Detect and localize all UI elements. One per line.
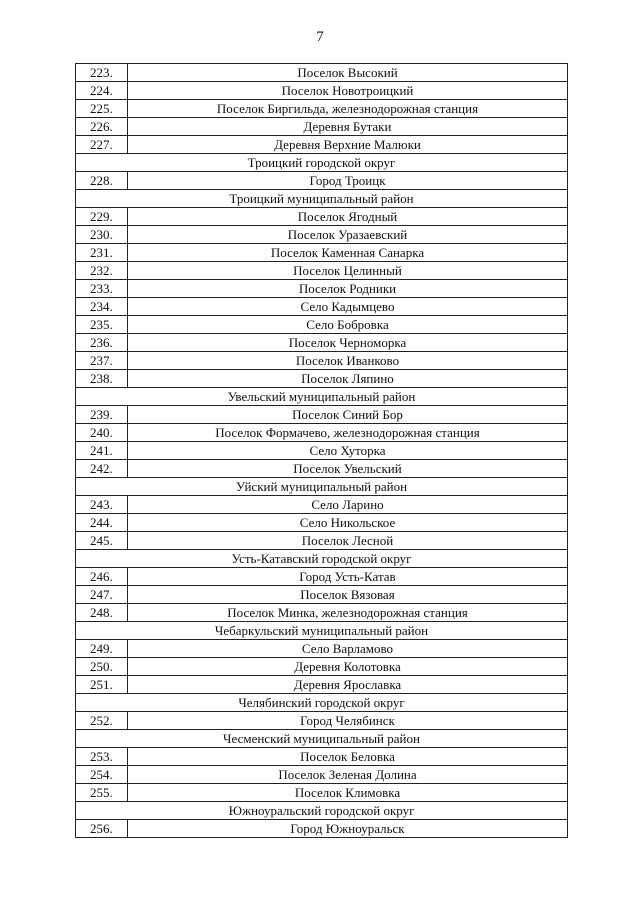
settlement-name: Поселок Каменная Санарка — [128, 244, 568, 262]
settlements-table-body — [76, 64, 568, 838]
table-row — [76, 604, 568, 622]
group-header-row — [76, 388, 568, 406]
settlement-name: Поселок Иванково — [128, 352, 568, 370]
table-row — [76, 172, 568, 190]
table-row — [76, 118, 568, 136]
table-row — [76, 586, 568, 604]
row-number: 252. — [76, 712, 128, 730]
row-number: 245. — [76, 532, 128, 550]
settlement-name: Поселок Уразаевский — [128, 226, 568, 244]
table-row — [76, 352, 568, 370]
settlement-name: Поселок Вязовая — [128, 586, 568, 604]
settlement-name: Деревня Верхние Малюки — [128, 136, 568, 154]
settlement-name: Поселок Формачево, железнодорожная станция — [128, 424, 568, 442]
table-row — [76, 532, 568, 550]
table-row — [76, 514, 568, 532]
settlement-name: Город Троицк — [128, 172, 568, 190]
table-row — [76, 64, 568, 82]
settlements-table — [75, 63, 568, 838]
row-number: 234. — [76, 298, 128, 316]
settlement-name: Село Варламово — [128, 640, 568, 658]
settlement-name: Поселок Новотроицкий — [128, 82, 568, 100]
table-row — [76, 334, 568, 352]
page-number: 7 — [316, 29, 324, 45]
row-number: 246. — [76, 568, 128, 586]
settlement-name: Поселок Зеленая Долина — [128, 766, 568, 784]
settlement-name: Деревня Бутаки — [128, 118, 568, 136]
settlement-name: Поселок Лесной — [128, 532, 568, 550]
table-row — [76, 658, 568, 676]
settlement-name: Поселок Биргильда, железнодорожная станция — [128, 100, 568, 118]
table-row — [76, 820, 568, 838]
settlement-name: Село Никольское — [128, 514, 568, 532]
table-row — [76, 100, 568, 118]
row-number: 248. — [76, 604, 128, 622]
table-row — [76, 208, 568, 226]
settlement-name: Поселок Высокий — [128, 64, 568, 82]
row-number: 243. — [76, 496, 128, 514]
group-header-row — [76, 190, 568, 208]
row-number: 236. — [76, 334, 128, 352]
group-header-row — [76, 694, 568, 712]
settlement-name: Поселок Ягодный — [128, 208, 568, 226]
group-header-row — [76, 550, 568, 568]
row-number: 235. — [76, 316, 128, 334]
row-number: 230. — [76, 226, 128, 244]
row-number: 228. — [76, 172, 128, 190]
group-header-row — [76, 478, 568, 496]
row-number: 237. — [76, 352, 128, 370]
row-number: 238. — [76, 370, 128, 388]
group-title: Увельский муниципальный район — [76, 388, 568, 406]
group-title: Южноуральский городской округ — [76, 802, 568, 820]
settlement-name: Город Южноуральск — [128, 820, 568, 838]
row-number: 244. — [76, 514, 128, 532]
row-number: 233. — [76, 280, 128, 298]
row-number: 254. — [76, 766, 128, 784]
table-row — [76, 442, 568, 460]
table-row — [76, 784, 568, 802]
row-number: 250. — [76, 658, 128, 676]
row-number: 223. — [76, 64, 128, 82]
table-row — [76, 640, 568, 658]
group-title: Уйский муниципальный район — [76, 478, 568, 496]
group-title: Троицкий муниципальный район — [76, 190, 568, 208]
settlement-name: Деревня Ярославка — [128, 676, 568, 694]
settlement-name: Село Хуторка — [128, 442, 568, 460]
settlement-name: Деревня Колотовка — [128, 658, 568, 676]
row-number: 227. — [76, 136, 128, 154]
table-row — [76, 226, 568, 244]
group-title: Усть-Катавский городской округ — [76, 550, 568, 568]
group-header-row — [76, 730, 568, 748]
settlement-name: Село Кадымцево — [128, 298, 568, 316]
group-header-row — [76, 154, 568, 172]
row-number: 242. — [76, 460, 128, 478]
settlement-name: Поселок Климовка — [128, 784, 568, 802]
table-row — [76, 280, 568, 298]
table-row — [76, 424, 568, 442]
row-number: 229. — [76, 208, 128, 226]
row-number: 231. — [76, 244, 128, 262]
row-number: 224. — [76, 82, 128, 100]
row-number: 226. — [76, 118, 128, 136]
settlement-name: Город Челябинск — [128, 712, 568, 730]
table-row — [76, 244, 568, 262]
group-title: Челябинский городской округ — [76, 694, 568, 712]
table-row — [76, 82, 568, 100]
settlement-name: Поселок Целинный — [128, 262, 568, 280]
table-row — [76, 316, 568, 334]
settlement-name: Поселок Ляпино — [128, 370, 568, 388]
row-number: 253. — [76, 748, 128, 766]
row-number: 239. — [76, 406, 128, 424]
settlement-name: Поселок Беловка — [128, 748, 568, 766]
row-number: 247. — [76, 586, 128, 604]
group-header-row — [76, 622, 568, 640]
table-row — [76, 136, 568, 154]
table-row — [76, 568, 568, 586]
row-number: 249. — [76, 640, 128, 658]
row-number: 255. — [76, 784, 128, 802]
table-row — [76, 748, 568, 766]
settlement-name: Город Усть-Катав — [128, 568, 568, 586]
table-row — [76, 370, 568, 388]
table-row — [76, 298, 568, 316]
table-row — [76, 712, 568, 730]
settlement-name: Поселок Черноморка — [128, 334, 568, 352]
group-header-row — [76, 802, 568, 820]
row-number: 256. — [76, 820, 128, 838]
settlement-name: Поселок Минка, железнодорожная станция — [128, 604, 568, 622]
settlement-name: Поселок Увельский — [128, 460, 568, 478]
row-number: 251. — [76, 676, 128, 694]
settlement-name: Поселок Родники — [128, 280, 568, 298]
row-number: 225. — [76, 100, 128, 118]
group-title: Троицкий городской округ — [76, 154, 568, 172]
table-row — [76, 460, 568, 478]
row-number: 240. — [76, 424, 128, 442]
row-number: 232. — [76, 262, 128, 280]
table-row — [76, 766, 568, 784]
group-title: Чесменский муниципальный район — [76, 730, 568, 748]
table-row — [76, 676, 568, 694]
group-title: Чебаркульский муниципальный район — [76, 622, 568, 640]
table-row — [76, 262, 568, 280]
row-number: 241. — [76, 442, 128, 460]
table-row — [76, 406, 568, 424]
settlement-name: Село Бобровка — [128, 316, 568, 334]
settlement-name: Село Ларино — [128, 496, 568, 514]
settlement-name: Поселок Синий Бор — [128, 406, 568, 424]
table-row — [76, 496, 568, 514]
